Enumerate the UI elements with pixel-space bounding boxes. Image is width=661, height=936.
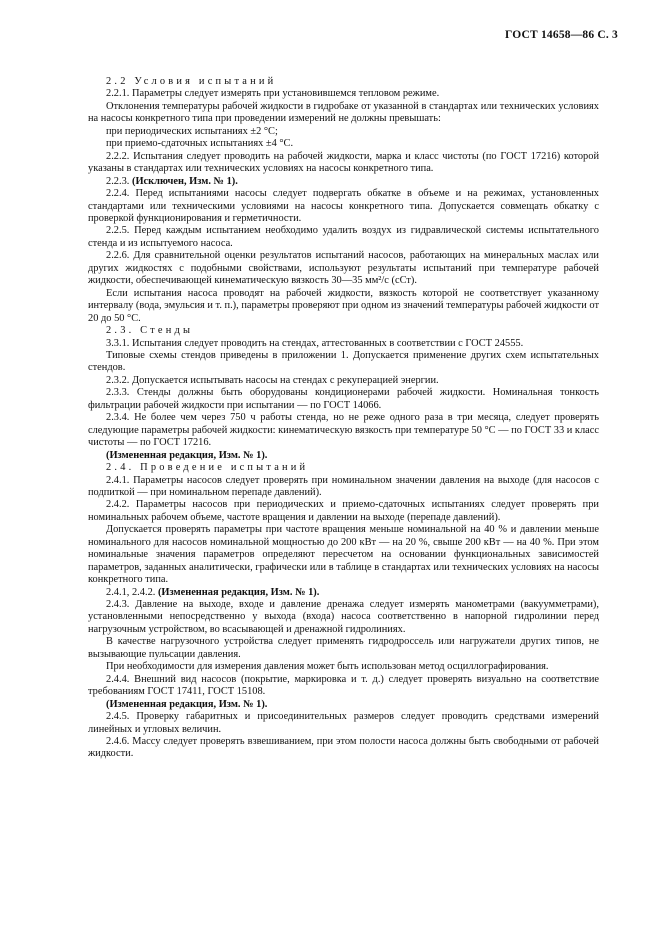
paragraph	[88, 101, 599, 126]
paragraph	[88, 338, 599, 350]
amendment-note: (Измененная редакция, Изм. № 1).	[157, 586, 320, 598]
paragraph	[88, 636, 599, 661]
paragraph-text: 2.2.2. Испытания следует проводить на рабочей жидкости, марка и класс чистоты (по ГОСТ 17216) которой указаны в стандартах или технических условиях на насосы конкретного типа.	[88, 150, 599, 175]
paragraph	[88, 412, 599, 449]
amendment-note: (Измененная редакция, Изм. № 1).	[106, 449, 268, 461]
paragraph	[88, 499, 599, 524]
paragraph-text: В качестве нагрузочного устройства следует применять гидродроссель или нагружатели других типов, не вызывающие пульсации давления.	[88, 636, 599, 660]
section-heading-text: 2.3. Стенды	[106, 325, 194, 337]
amendment-note: (Измененная редакция, Изм. № 1).	[106, 698, 268, 710]
paragraph	[88, 151, 599, 176]
paragraph-text: Допускается проверять параметры при частоте вращения меньше номинальной на 40 % и давлении меньше номинального для насосов номинальной мощностью до 200 кВт — на 20 %, свыше 200 кВт — на 40 %. При этом номинальные значения параметров определяют пересчетом на основании функциональных зависимостей параметров, заданных аналитически, графически или в таблице в стандартах или технических условиях на насосы конкретного типа.	[88, 524, 599, 586]
paragraph-text: 2.2.5. Перед каждым испытанием необходимо удалить воздух из гидравлической системы испытательного стенда и из испытуемого насоса.	[88, 225, 599, 249]
paragraph	[88, 88, 599, 100]
paragraph	[88, 375, 599, 387]
paragraph	[88, 450, 599, 462]
section-heading	[88, 76, 599, 88]
paragraph	[88, 699, 599, 711]
paragraph-text: 3.3.1. Испытания следует проводить на стендах, аттестованных в соответствии с ГОСТ 24555.	[106, 337, 524, 349]
paragraph	[88, 350, 599, 375]
paragraph	[88, 288, 599, 325]
paragraph-text: Отклонения температуры рабочей жидкости в гидробаке от указанной в стандартах или технических условиях на насосы конкретного типа при проведении измерений не должны превышать:	[88, 100, 599, 125]
paragraph-text: 2.4.1, 2.4.2.	[106, 586, 158, 598]
paragraph-text: 2.2.6. Для сравнительной оценки результатов испытаний насосов, работающих на минеральных маслах или других жидкостях с подобными свойствами, используют результаты испытаний при температуре рабочей жидкости, обеспечивающей кинематическую вязкость 30—35 мм²/с (сСт).	[88, 250, 599, 287]
paragraph-text: При необходимости для измерения давления может быть использован метод осциллографирования.	[106, 661, 549, 673]
paragraph-text: 2.4.4. Внешний вид насосов (покрытие, маркировка и т. д.) следует проверять визуально на соответствие требованиям ГОСТ 17411, ГОСТ 15108.	[88, 673, 599, 698]
paragraph-text: Типовые схемы стендов приведены в приложении 1. Допускается применение других схем испытательных стендов.	[88, 349, 599, 374]
paragraph	[88, 599, 599, 636]
paragraph	[88, 524, 599, 586]
paragraph-text: 2.2.4. Перед испытаниями насосы следует подвергать обкатке в объеме и на режимах, установленных стандартами или техническими условиями на насосы конкретного типа. Допускается совмещать обкатку с проверкой функционирования и герметичности.	[88, 188, 599, 224]
paragraph-text: 2.4.1. Параметры насосов следует проверять при номинальном значении давления на выходе (для насосов с подпиткой — при номинальном перепаде давлений).	[88, 474, 599, 498]
paragraph-text: при приемо-сдаточных испытаниях ±4 °С.	[106, 138, 294, 150]
section-heading	[88, 462, 599, 474]
paragraph	[88, 250, 599, 287]
paragraph	[88, 387, 599, 412]
section-heading-text: 2.2 Условия испытаний	[106, 76, 277, 87]
paragraph-text: 2.3.4. Не более чем через 750 ч работы стенда, но не реже одного раза в три месяца, следует проверять следующие параметры рабочей жидкости: кинематическую вязкость при температуре 50 °С — по ГОСТ 33 и класс чистоты — по ГОСТ 17216.	[88, 412, 599, 449]
amendment-note: (Исключен, Изм. № 1).	[131, 175, 238, 187]
paragraph-text: 2.2.1. Параметры следует измерять при установившемся тепловом режиме.	[106, 88, 440, 100]
section-heading	[88, 325, 599, 337]
paragraph	[88, 225, 599, 250]
paragraph	[88, 674, 599, 699]
page-header: ГОСТ 14658—86 С. 3	[505, 29, 618, 41]
paragraph-text: 2.3.2. Допускается испытывать насосы на стендах с рекуперацией энергии.	[106, 374, 439, 386]
document-body	[88, 76, 599, 761]
paragraph-text: 2.3.3. Стенды должны быть оборудованы кондиционерами рабочей жидкости. Номинальная тонкость фильтрации рабочей жидкости при испытании — по ГОСТ 14066.	[88, 387, 599, 411]
paragraph	[88, 475, 599, 500]
paragraph	[88, 711, 599, 736]
paragraph-text: Если испытания насоса проводят на рабочей жидкости, вязкость которой не соответствует указанному интервалу (вода, эмульсия и т. п.), параметры проверяют при одном из значений температуры рабочей жидкости от 20 до 50 °С.	[88, 287, 599, 324]
paragraph	[88, 176, 599, 188]
paragraph-text: при периодических испытаниях ±2 °С;	[106, 125, 278, 137]
paragraph	[88, 661, 599, 673]
paragraph	[88, 587, 599, 599]
paragraph-text: 2.4.3. Давление на выходе, входе и давление дренажа следует измерять манометрами (вакуумметрами), установленными непосредственно у выхода (входа) насоса соответственно в напорной гидролинии перед нагрузочным устройством, во всасывающей и дренажной гидролиниях.	[88, 599, 599, 635]
paragraph	[88, 736, 599, 761]
paragraph	[88, 138, 599, 150]
paragraph	[88, 126, 599, 138]
paragraph-text: 2.2.3.	[106, 175, 132, 187]
paragraph-text: 2.4.2. Параметры насосов при периодических и приемо-сдаточных испытаниях следует проверять при номинальных рабочем объеме, частоте вращения и давлении на выходе (перепаде давлений).	[88, 499, 599, 523]
paragraph	[88, 188, 599, 225]
section-heading-text: 2.4. Проведение испытаний	[106, 462, 309, 474]
paragraph-text: 2.4.6. Массу следует проверять взвешиванием, при этом полости насоса должны быть свободными от рабочей жидкости.	[88, 736, 599, 760]
paragraph-text: 2.4.5. Проверку габаритных и присоединительных размеров следует проводить средствами измерений линейных и угловых величин.	[88, 711, 599, 735]
